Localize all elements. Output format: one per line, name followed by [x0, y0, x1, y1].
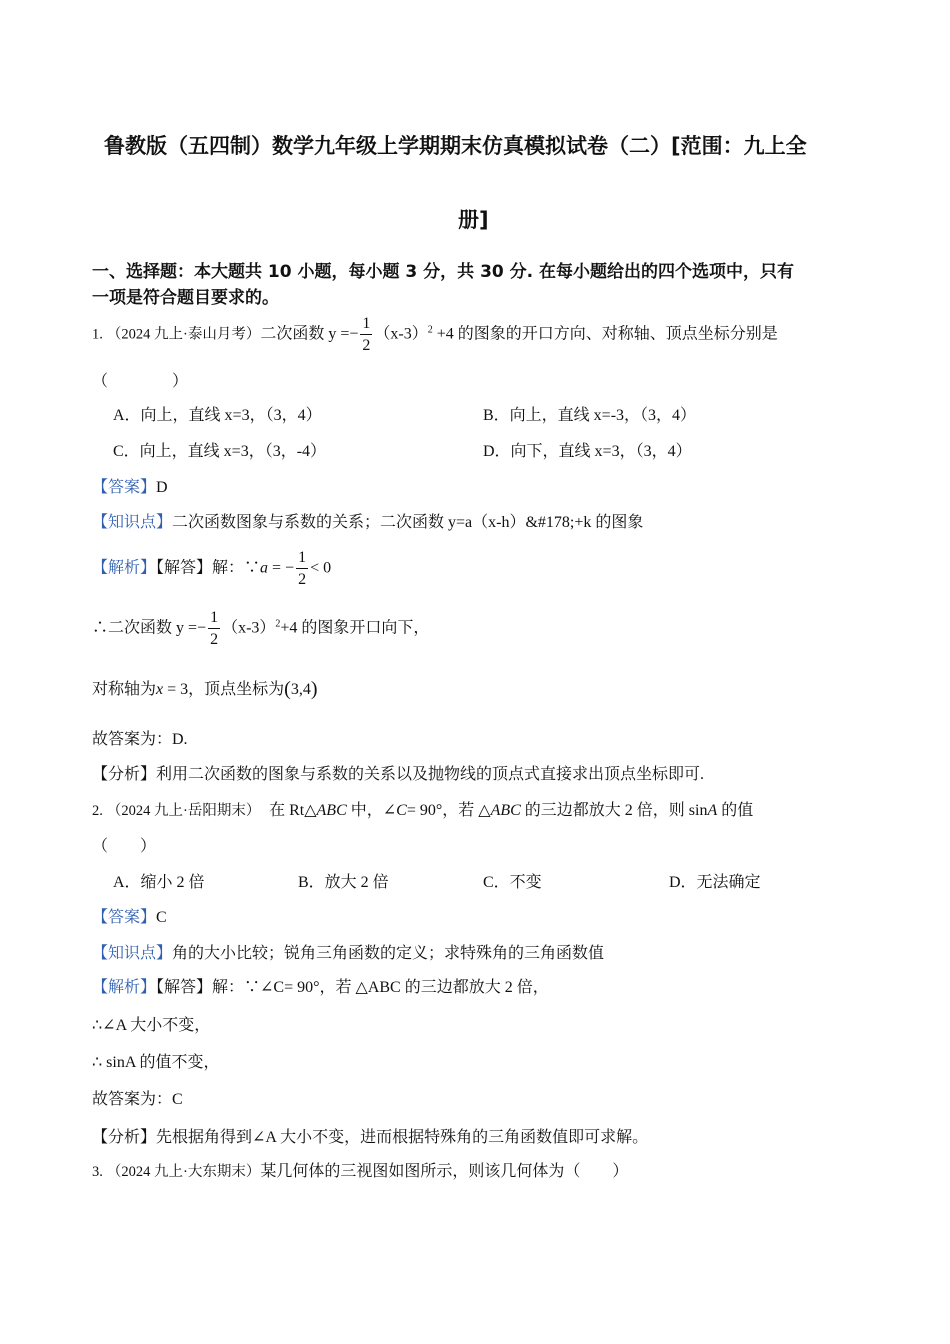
q1-explanation	[92, 550, 331, 588]
q2-option-c: C．不变	[483, 874, 542, 891]
q1-option-d: D．向下，直线 x=3，（3，4）	[483, 443, 692, 460]
page-title-line2: 册]	[458, 208, 489, 232]
q1-an-a: a	[260, 559, 269, 577]
q1-kp-text: 二次函数图象与系数的关系；二次函数 y=a（x-h）&#178;+k 的图象	[172, 514, 644, 531]
q1-analysis: 【分析】利用二次函数的图象与系数的关系以及抛物线的顶点式直接求出顶点坐标即可.	[92, 766, 705, 783]
q1-stem	[92, 316, 778, 354]
q2-stem-abc: ABC	[316, 802, 347, 819]
q1-fraction: $\frac{1}{2}$	[362, 315, 371, 354]
q1-stem-pre: 二次函数 y =−	[260, 325, 359, 343]
q3-stem	[92, 1158, 628, 1181]
q1-an-lt: < 0	[310, 559, 332, 577]
q2-an-tag: 【解析】	[92, 979, 157, 996]
q1-answer-value: D	[156, 479, 168, 496]
q1-stem-post2: +4 的图象的开口方向、对称轴、顶点坐标分别是	[432, 325, 778, 343]
page-title-line1: 鲁教版（五四制）数学九年级上学期期末仿真模拟试卷（二）[范围：九上全	[104, 134, 807, 158]
q1-answer	[92, 474, 168, 497]
q1-an-eq: = −	[268, 559, 295, 577]
q1-option-c: C．向上，直线 x=3，（3，-4）	[113, 443, 327, 460]
q1-answer-tag: 【答案】	[92, 479, 157, 496]
q1-s2-coord: 3,4	[290, 681, 311, 698]
q1-s1-pre: ∴二次函数 y =−	[92, 619, 207, 637]
q1-s1-post: （x-3）	[222, 619, 276, 637]
q2-stem-5: 的值	[717, 802, 754, 819]
q1-s1-fraction: $\frac{1}{2}$	[210, 609, 219, 648]
q3-stem-text: 某几何体的三视图如图所示，则该几何体为（ ）	[260, 1163, 629, 1180]
q1-s2-mid: ，顶点坐标为	[188, 681, 285, 698]
q1-option-b: B．向上，直线 x=-3，（3，4）	[483, 407, 697, 424]
q1-step3: 故答案为：D.	[92, 731, 188, 748]
q1-s1-post2: +4 的图象开口向下，	[280, 619, 430, 637]
q2-step3: 故答案为：C	[92, 1091, 183, 1108]
q2-analysis: 【分析】先根据角得到∠A 大小不变，进而根据特殊角的三角函数值即可求解。	[92, 1129, 649, 1146]
q2-stem-4: 的三边都放大 2 倍，则 sin	[520, 802, 708, 819]
q1-source: （2024 九上·泰山月考）	[106, 326, 261, 343]
q2-answer-value: C	[156, 909, 167, 926]
q2-step1: ∴∠A 大小不变，	[92, 1017, 211, 1034]
q1-exponent: 2	[427, 324, 433, 336]
q1-an-tag: 【解析】	[92, 559, 157, 577]
q1-s2-x: x	[156, 681, 164, 698]
q2-an-text: 【解答】解：∵∠C= 90°，若 △ABC 的三边都放大 2 倍，	[156, 979, 549, 996]
q2-option-d: D．无法确定	[669, 874, 761, 891]
q1-s2-eq: = 3	[163, 681, 189, 698]
q2-answer-paren: （ ）	[92, 838, 157, 855]
q3-number: 3.	[92, 1164, 103, 1180]
q2-stem-1: 在 Rt△	[253, 802, 317, 819]
q1-knowledge-point	[92, 509, 643, 532]
q2-explanation	[92, 974, 549, 997]
q1-number: 1.	[92, 326, 103, 343]
q3-source: （2024 九上·大东期末）	[106, 1164, 261, 1180]
q1-answer-paren: （ ）	[92, 373, 189, 390]
q2-option-b: B．放大 2 倍	[298, 874, 389, 891]
q2-option-a: A．缩小 2 倍	[113, 874, 205, 891]
q2-stem-abc2: ABC	[490, 802, 521, 819]
q2-stem-2: 中，∠	[346, 802, 397, 819]
q1-an-fraction: $\frac{1}{2}$	[298, 549, 307, 588]
q2-knowledge-point	[92, 940, 604, 963]
q2-step2: ∴ sinA 的值不变，	[92, 1054, 220, 1071]
q1-stem-post: （x-3）	[374, 325, 428, 343]
q2-stem-a: A	[707, 802, 718, 819]
q2-number: 2.	[92, 803, 103, 819]
q2-answer-tag: 【答案】	[92, 909, 157, 926]
q1-an-text: 【解答】解：∵	[156, 559, 261, 577]
q2-stem	[92, 797, 753, 820]
q1-option-a: A．向上，直线 x=3，（3，4）	[113, 407, 322, 424]
q1-kp-tag: 【知识点】	[92, 514, 173, 531]
q2-kp-tag: 【知识点】	[92, 945, 173, 962]
q2-stem-3: = 90°，若 △	[406, 802, 491, 819]
q1-s2-pre: 对称轴为	[92, 681, 157, 698]
section-heading-line1: 一、选择题：本大题共 10 小题，每小题 3 分，共 30 分. 在每小题给出的四个选项中，只有	[92, 262, 795, 282]
q2-stem-c: C	[396, 802, 407, 819]
q2-source: （2024 九上·岳阳期末）	[106, 803, 254, 819]
q1-s1-exponent: 2	[275, 618, 281, 630]
section-heading-line2: 一项是符合题目要求的。	[92, 288, 279, 308]
q1-step2: 对称轴为x = 3，顶点坐标为(3,4)	[92, 678, 318, 700]
q1-step1	[92, 610, 429, 648]
q2-kp-text: 角的大小比较；锐角三角函数的定义；求特殊角的三角函数值	[172, 945, 605, 962]
q2-answer	[92, 904, 167, 927]
